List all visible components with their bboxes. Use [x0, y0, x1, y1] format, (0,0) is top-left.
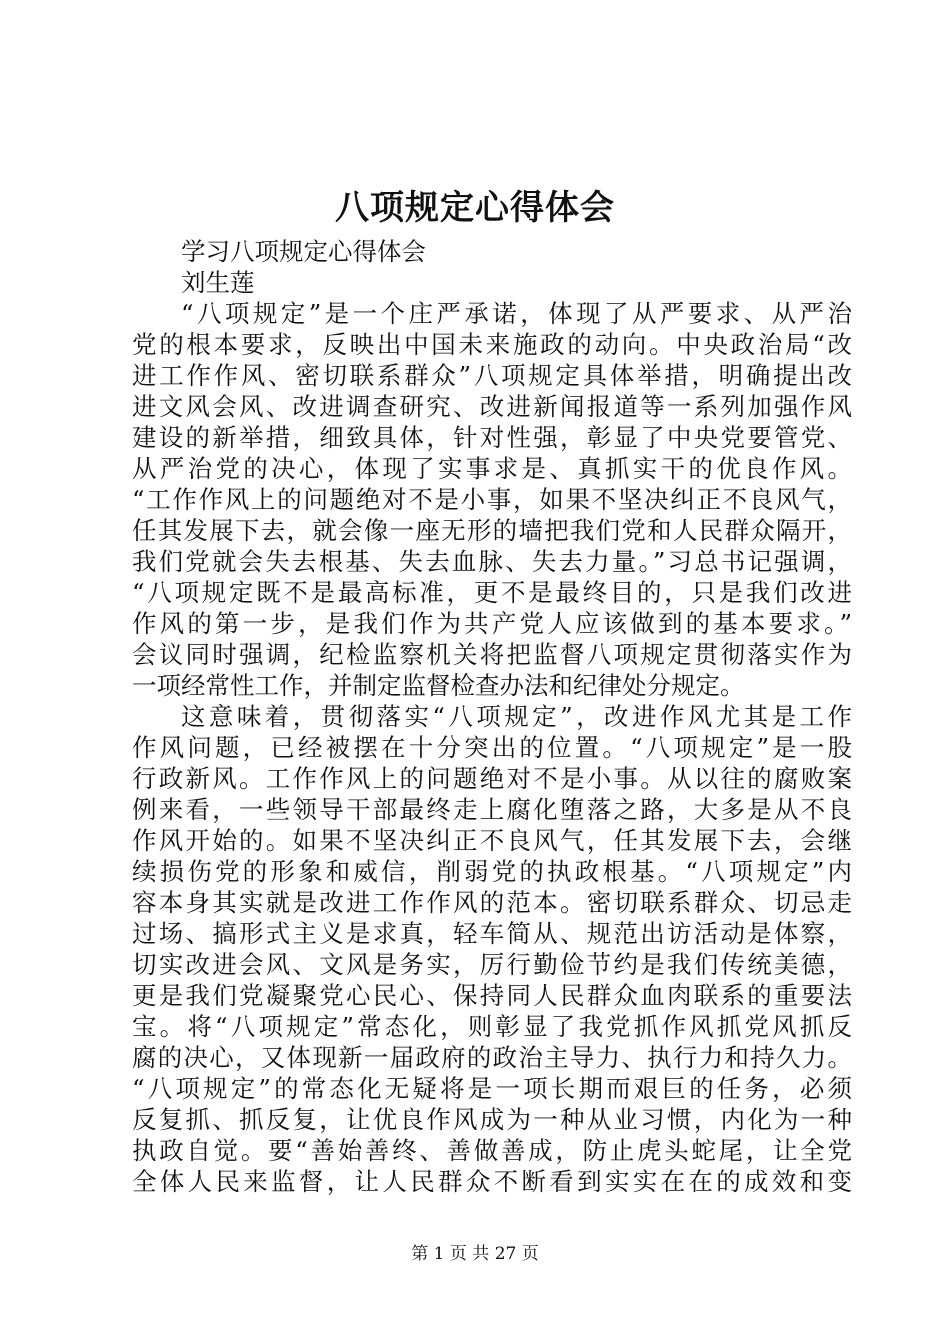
text-line: 从严治党的决心，体现了实事求是、真抓实干的优良作风。 [132, 454, 852, 483]
text-line: 任其发展下去，就会像一座无形的墙把我们党和人民群众隔开， [132, 516, 852, 545]
text-line: 更是我们党凝聚党心民心、保持同人民群众血肉联系的重要法 [132, 981, 852, 1010]
text-line: 过场、搞形式主义是求真，轻车简从、规范出访活动是体察， [132, 919, 852, 948]
text-line: 一项经常性工作，并制定监督检查办法和纪律处分规定。 [132, 671, 745, 700]
text-line: 宝。将“八项规定”常态化，则彰显了我党抓作风抓党风抓反 [132, 1012, 852, 1041]
document-body [132, 236, 852, 1197]
document-title: 八项规定心得体会 [335, 188, 615, 228]
text-line: 全体人民来监督，让人民群众不断看到实实在在的成效和变 [132, 1167, 852, 1196]
text-line: 我们党就会失去根基、失去血脉、失去力量。”习总书记强调， [132, 547, 852, 576]
text-line: 腐的决心，又体现新一届政府的政治主导力、执行力和持久力。 [132, 1043, 852, 1072]
text-line: “工作作风上的问题绝对不是小事，如果不坚决纠正不良风气， [132, 485, 852, 514]
text-line: 这意味着，贯彻落实“八项规定”，改进作风尤其是工作 [181, 702, 852, 731]
page-number: 第 1 页 共 27 页 [411, 1244, 539, 1264]
text-line: 作风问题，已经被摆在十分突出的位置。“八项规定”是一股 [132, 733, 852, 762]
author-name: 刘生莲 [181, 268, 255, 297]
text-line: “八项规定”的常态化无疑将是一项长期而艰巨的任务，必须 [132, 1074, 852, 1103]
text-line: “八项规定”是一个庄严承诺，体现了从严要求、从严治 [181, 299, 852, 328]
text-line: 党的根本要求，反映出中国未来施政的动向。中央政治局“改 [132, 330, 852, 359]
text-line: 建设的新举措，细致具体，针对性强，彰显了中央党要管党、 [132, 423, 852, 452]
subtitle: 学习八项规定心得体会 [181, 237, 426, 266]
text-line: 作风开始的。如果不坚决纠正不良风气，任其发展下去，会继 [132, 826, 852, 855]
text-line: 切实改进会风、文风是务实，厉行勤俭节约是我们传统美德， [132, 950, 852, 979]
text-line: 续损伤党的形象和威信，削弱党的执政根基。“八项规定”内 [132, 857, 852, 886]
text-line: 执政自觉。要“善始善终、善做善成，防止虎头蛇尾，让全党 [132, 1136, 852, 1165]
text-line: 反复抓、抓反复，让优良作风成为一种从业习惯，内化为一种 [132, 1105, 852, 1134]
text-line: 例来看，一些领导干部最终走上腐化堕落之路，大多是从不良 [132, 795, 852, 824]
text-line: “八项规定既不是最高标准，更不是最终目的，只是我们改进 [132, 578, 852, 607]
text-line: 行政新风。工作作风上的问题绝对不是小事。从以往的腐败案 [132, 764, 852, 793]
text-line: 进工作作风、密切联系群众”八项规定具体举措，明确提出改 [132, 361, 852, 390]
text-line: 容本身其实就是改进工作作风的范本。密切联系群众、切忌走 [132, 888, 852, 917]
text-line: 作风的第一步，是我们作为共产党人应该做到的基本要求。” [132, 609, 852, 638]
text-line: 进文风会风、改进调查研究、改进新闻报道等一系列加强作风 [132, 392, 852, 421]
text-line: 会议同时强调，纪检监察机关将把监督八项规定贯彻落实作为 [132, 640, 852, 669]
